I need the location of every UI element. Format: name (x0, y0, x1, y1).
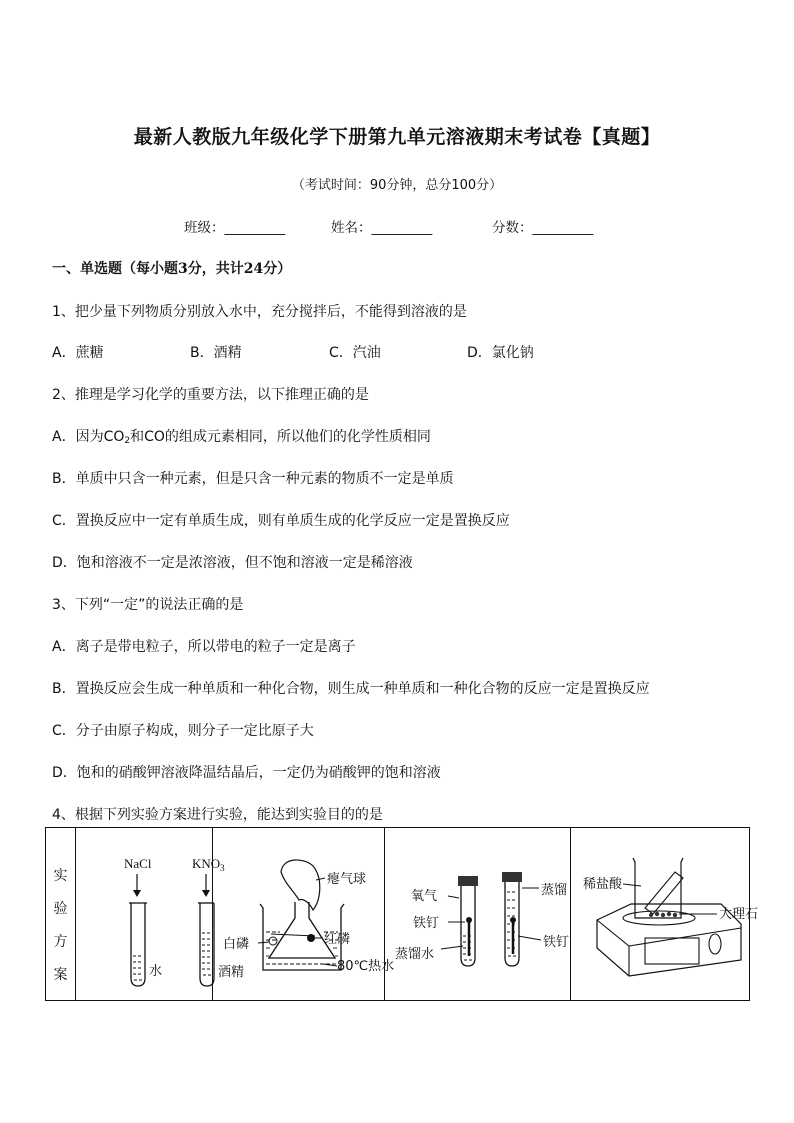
red-phosphorus-icon (307, 934, 315, 942)
name-field[interactable]: 姓名：_________ (331, 220, 433, 236)
q2-option-a-pre: A．因为CO (52, 429, 125, 445)
figure-corrosion-cell[interactable] (385, 828, 571, 1001)
kno3-label: $KNO_3$ (192, 856, 225, 873)
figure-balance-cell[interactable] (571, 828, 759, 1001)
white-phosphorus-label: 白磷 (223, 937, 250, 952)
class-field[interactable]: 班级：_________ (184, 220, 286, 236)
phosphorus-figure (213, 828, 395, 1000)
q3-option-c[interactable]: C．分子由原子构成，则分子一定比原子大 (52, 723, 314, 739)
balloon-icon (281, 860, 320, 910)
acid-label: 稀盐酸 (583, 877, 623, 892)
oxygen-label: 氧气 (411, 889, 438, 904)
red-phosphorus-label: 红磷 (324, 932, 351, 947)
balance-knob (709, 934, 721, 954)
beaker-icon (633, 858, 683, 918)
q3-option-a[interactable]: A．离子是带电粒子，所以带电的粒子一定是离子 (52, 639, 356, 655)
q1-option-c[interactable]: C．汽油 (329, 345, 381, 361)
alcohol-label: 酒精 (218, 965, 245, 980)
stopper-icon (502, 872, 522, 882)
q1-option-d[interactable]: D．氯化钠 (467, 345, 534, 361)
exam-title: 最新人教版九年级化学下册第九单元溶液期末考试卷【真题】 (133, 126, 661, 148)
balloon-label: 瘪气球 (327, 872, 367, 887)
q2-option-a-sub: 2 (124, 436, 131, 446)
q1-option-b[interactable]: B．酒精 (190, 345, 242, 361)
exam-subtitle: （考试时间：90分钟，总分100分） (291, 178, 503, 193)
distilled-water-label: 蒸馏水 (395, 947, 435, 962)
row-header-char: 验 (53, 901, 68, 917)
row-header-char: 案 (53, 967, 68, 983)
arrow-head-icon (133, 890, 141, 897)
hot-water-label: 80℃热水 (337, 959, 395, 974)
q2-option-b[interactable]: B．单质中只含一种元素，但是只含一种元素的物质不一定是单质 (52, 471, 454, 487)
arrow-head-icon (202, 890, 210, 897)
q2-option-d[interactable]: D．饱和溶液不一定是浓溶液，但不饱和溶液一定是稀溶液 (52, 555, 413, 571)
experiment-table (45, 827, 759, 1001)
q3-option-b[interactable]: B．置换反应会生成一种单质和一种化合物，则生成一种单质和一种化合物的反应一定是置换反应 (52, 681, 650, 697)
test-tube-icon (131, 903, 145, 986)
q3-stem: 3、下列“一定”的说法正确的是 (52, 597, 244, 613)
nacl-label: NaCl (124, 856, 152, 871)
water-label: 水 (149, 964, 163, 979)
score-field[interactable]: 分数：_________ (492, 220, 594, 236)
corrosion-figure (385, 828, 571, 1000)
q4-stem: 4、根据下列实验方案进行实验，能达到实验目的的是 (52, 807, 383, 823)
figure-phosphorus-cell[interactable] (213, 828, 395, 1001)
flask-icon (269, 902, 335, 958)
q1-stem: 1、把少量下列物质分别放入水中，充分搅拌后，不能得到溶液的是 (52, 304, 467, 320)
balance-figure (571, 828, 759, 1000)
white-phosphorus-icon (269, 937, 277, 945)
marble-label: 大理石 (719, 907, 759, 922)
q1-option-a[interactable]: A．蔗糖 (52, 345, 104, 361)
test-tube-icon (645, 872, 683, 914)
q3-option-d[interactable]: D．饱和的硝酸钾溶液降温结晶后，一定仍为硝酸钾的饱和溶液 (52, 765, 441, 781)
q2-option-a[interactable] (52, 426, 431, 446)
alcohol-liquid (202, 933, 212, 975)
row-header-char: 方 (53, 934, 68, 950)
nail1-label: 铁钉 (413, 916, 440, 931)
q2-stem: 2、推理是学习化学的重要方法，以下推理正确的是 (52, 387, 369, 403)
section-heading: 一、单选题（每小题3分，共计24分） (52, 261, 292, 277)
row-header-cell (46, 828, 76, 1001)
stopper-icon (458, 876, 478, 886)
nail2-label: 铁钉 (543, 935, 570, 950)
q2-option-a-post: 和CO的组成元素相同，所以他们的化学性质相同 (130, 429, 431, 445)
distilled-label: 蒸馏 (541, 883, 568, 898)
row-header (46, 828, 75, 992)
water-liquid (133, 956, 143, 980)
row-header-char: 实 (53, 868, 68, 884)
q2-option-c[interactable]: C．置换反应中一定有单质生成，则有单质生成的化学反应一定是置换反应 (52, 513, 510, 529)
